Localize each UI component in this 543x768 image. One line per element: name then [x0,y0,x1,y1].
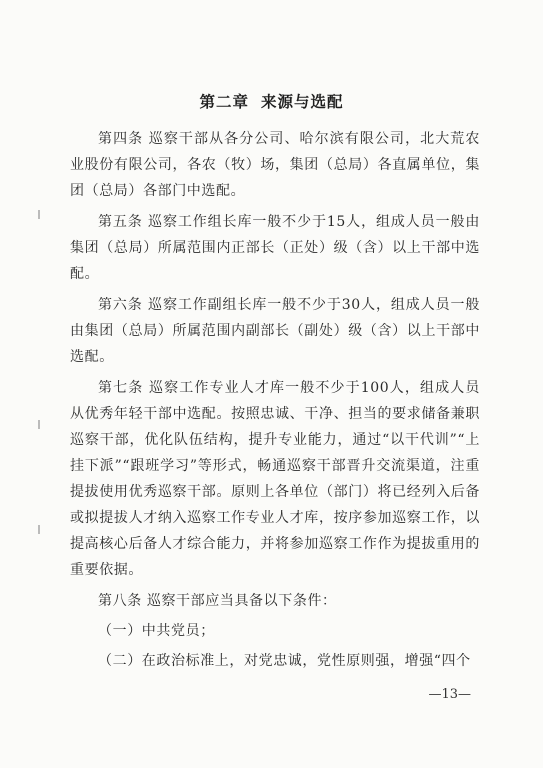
article-5: 第五条 巡察工作组长库一般不少于15人，组成人员一般由集团（总局）所属范围内正部长（正处）级（含）以上干部中选配。 [70,214,480,282]
condition-1: （一）中共党员； [98,623,215,639]
article-8: 第八条 巡察干部应当具备以下条件： [98,593,337,609]
page-number: —13— [428,687,471,702]
body-text [70,126,480,678]
binding-mark [38,210,40,219]
article-7: 第七条 巡察工作专业人才库一般不少于100人，组成人员从优秀年轻干部中选配。按照忠诚、干净、担当的要求储备兼职巡察干部，优化队伍结构，提升专业能力，通过“以干代训”“上挂下派”“跟班学习”等形式，畅通巡察干部晋升交流渠道，注重提拔使用优秀巡察干部。原则上各单位（部门）将已经列入后备或拟提拔人才纳入巡察工作专业人才库，按序参加巡察工作，以提高核心后备人才综合能力，并将参加巡察工作作为提拔重用的重要依据。 [70,380,480,578]
binding-mark [38,525,40,534]
chapter-heading [0,90,543,112]
binding-mark [38,420,40,429]
chapter-subtitle: 来源与选配 [261,93,344,111]
chapter-number: 第二章 [199,93,249,111]
article-6: 第六条 巡察工作副组长库一般不少于30人，组成人员一般由集团（总局）所属范围内副部长（副处）级（含）以上干部中选配。 [70,297,480,365]
article-4: 第四条 巡察干部从各分公司、哈尔滨有限公司，北大荒农业股份有限公司，各农（牧）场，集团（总局）各直属单位，集团（总局）各部门中选配。 [70,131,480,199]
condition-2: （二）在政治标准上，对党忠诚，党性原则强，增强“四个 [98,653,471,669]
